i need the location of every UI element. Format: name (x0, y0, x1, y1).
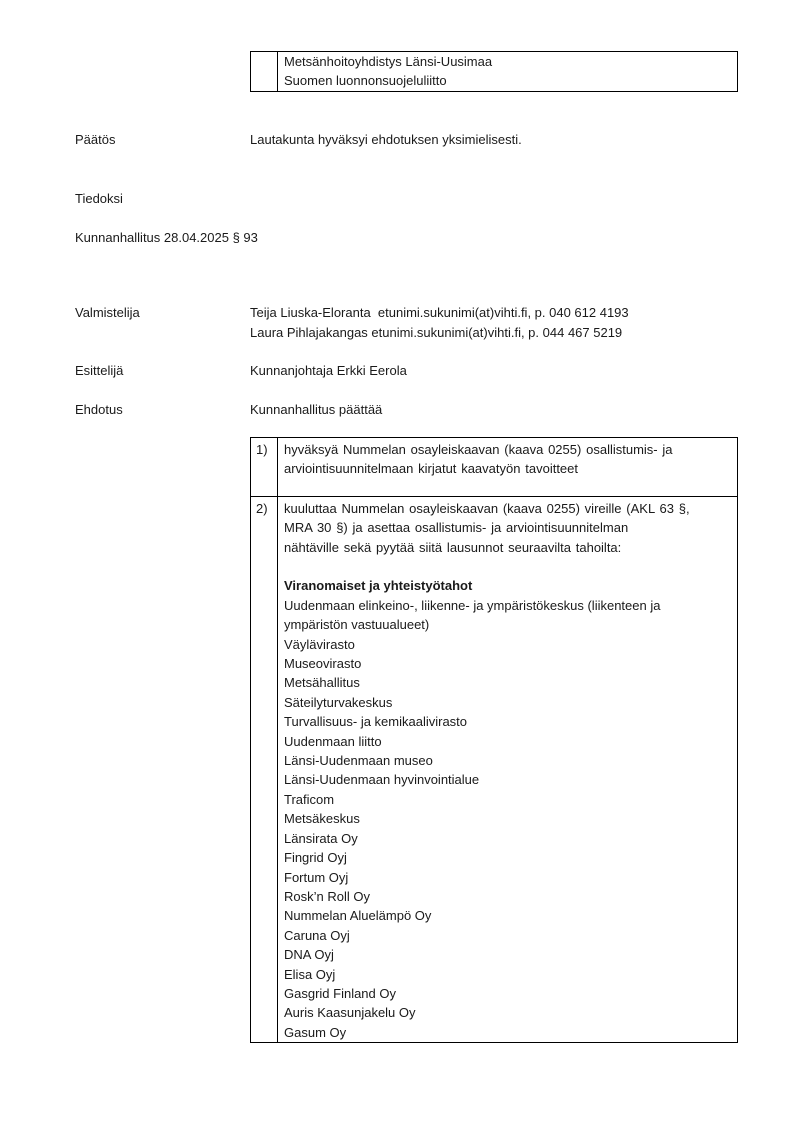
stakeholders-organization-list (284, 596, 731, 1042)
text-line: nähtäville sekä pyytää siitä lausunnot seuraavilta tahoilta: (284, 539, 622, 555)
paatos-label: Päätös (75, 132, 116, 147)
decision-item-2-text (278, 497, 737, 1042)
text-line: Nummelan Aluelämpö Oy (284, 908, 432, 924)
text-line: DNA Oyj (284, 947, 334, 963)
carryover-table-organization-list (278, 52, 737, 91)
ehdotus-label: Ehdotus (75, 402, 123, 417)
carryover-table-number-cell (251, 52, 278, 91)
text-line: Rosk’n Roll Oy (284, 888, 370, 904)
decision-item-2-paragraph (284, 499, 731, 557)
text-line: Teija Liuska-Eloranta etunimi.sukunimi(at)vihti.fi, p. 040 612 4193 (250, 305, 629, 320)
text-line: Fortum Oyj (284, 869, 349, 885)
decision-table (250, 437, 738, 1043)
text-line: ympäristön vastuualueet) (284, 617, 430, 633)
decision-item-1-text (278, 438, 737, 496)
decision-item-1 (251, 438, 737, 496)
text-line: Länsi-Uudenmaan hyvinvointialue (284, 772, 480, 788)
text-line: Museovirasto (284, 656, 362, 672)
decision-item-1-number: 1) (251, 438, 278, 496)
stakeholders-heading: Viranomaiset ja yhteistyötahot (284, 578, 473, 594)
text-line: arviointisuunnitelmaan kirjatut kaavatyön tavoitteet (284, 461, 579, 477)
paatos-text: Lautakunta hyväksyi ehdotuksen yksimielisesti. (250, 132, 522, 147)
valmistelija-label: Valmistelija (75, 305, 140, 320)
valmistelija-contact-lines (250, 303, 629, 343)
text-line: Länsi-Uudenmaan museo (284, 753, 433, 769)
text-line: kuuluttaa Nummelan osayleiskaavan (kaava 0255) vireille (AKL 63 §, (284, 500, 690, 516)
text-line: Suomen luonnonsuojeluliitto (284, 73, 447, 89)
text-line: Väylävirasto (284, 636, 355, 652)
ehdotus-text: Kunnanhallitus päättää (250, 402, 383, 417)
text-line: Uudenmaan liitto (284, 733, 382, 749)
text-line: Turvallisuus- ja kemikaalivirasto (284, 714, 468, 730)
text-line: MRA 30 §) ja asettaa osallistumis- ja arviointisuunnitelman (284, 520, 629, 536)
text-line: Elisa Oyj (284, 966, 336, 982)
text-line: Gasum Oy (284, 1024, 347, 1040)
text-line: Fingrid Oyj (284, 850, 347, 866)
kunnanhallitus-reference: Kunnanhallitus 28.04.2025 § 93 (75, 230, 258, 245)
text-line: Caruna Oyj (284, 927, 350, 943)
text-line: Auris Kaasunjakelu Oy (284, 1005, 416, 1021)
esittelija-text: Kunnanjohtaja Erkki Eerola (250, 363, 407, 378)
text-line: Metsänhoitoyhdistys Länsi-Uusimaa (284, 54, 493, 69)
text-line: Säteilyturvakeskus (284, 694, 393, 710)
text-line: Länsirata Oy (284, 830, 358, 846)
carryover-table (250, 51, 738, 92)
text-line: Laura Pihlajakangas etunimi.sukunimi(at)vihti.fi, p. 044 467 5219 (250, 325, 623, 340)
decision-item-2 (251, 496, 737, 1042)
text-line: Traficom (284, 791, 335, 807)
text-line: Gasgrid Finland Oy (284, 985, 396, 1001)
text-line: hyväksyä Nummelan osayleiskaavan (kaava 0255) osallistumis- ja (284, 442, 673, 457)
blank-line (284, 557, 731, 576)
tiedoksi-label: Tiedoksi (75, 191, 123, 206)
text-line: Metsäkeskus (284, 811, 360, 827)
text-line: Uudenmaan elinkeino-, liikenne- ja ympäristökeskus (liikenteen ja (284, 597, 661, 613)
decision-item-2-number: 2) (251, 497, 278, 1042)
esittelija-label: Esittelijä (75, 363, 124, 378)
text-line: Metsähallitus (284, 675, 360, 691)
